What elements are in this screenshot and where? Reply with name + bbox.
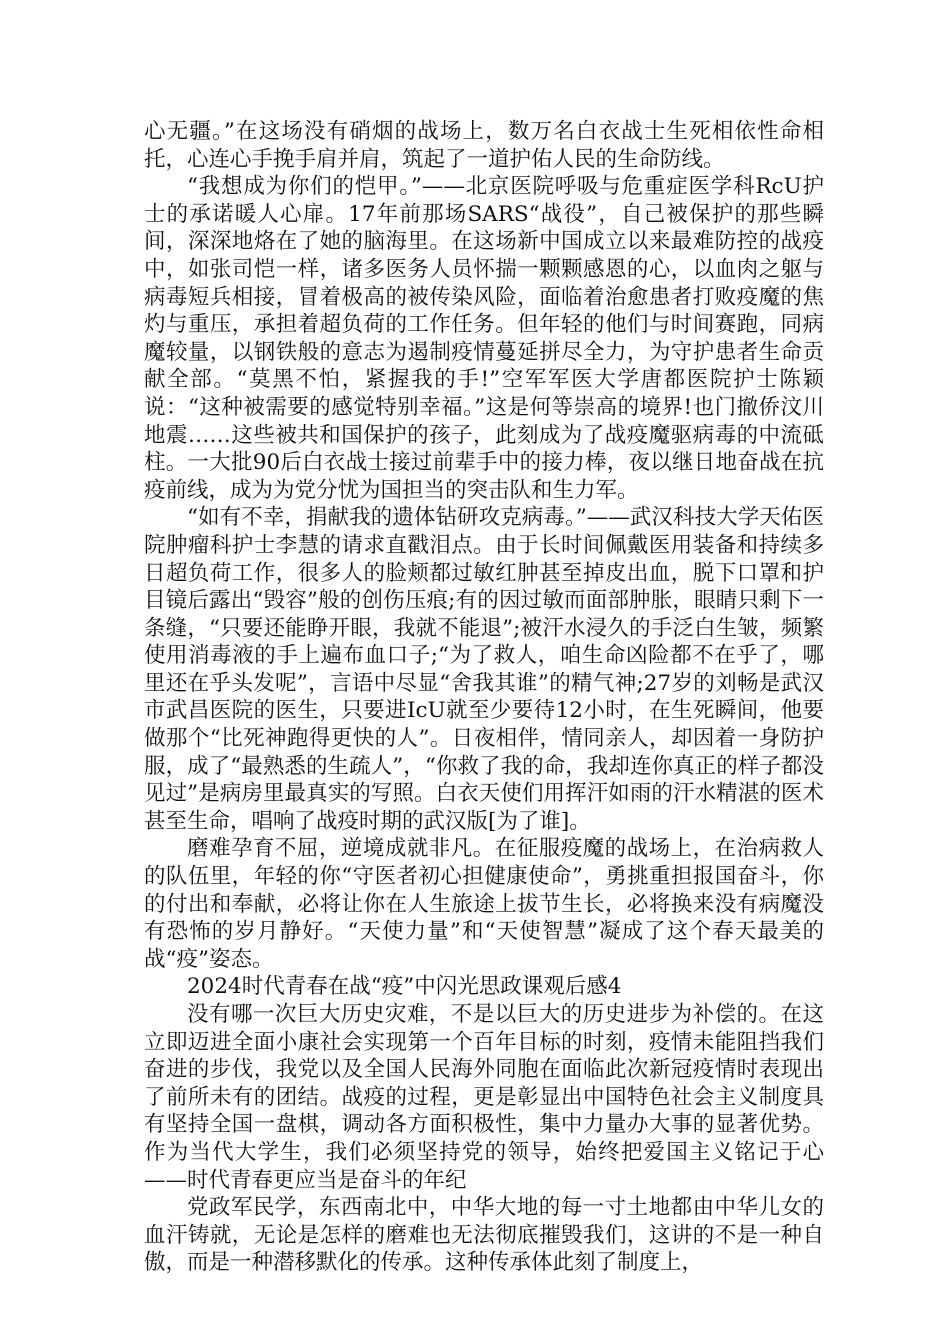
paragraph-5: 没有哪一次巨大历史灾难，不是以巨大的历史进步为补偿的。在这立即迈进全面小康社会实现第一个百年目标的时刻，疫情未能阻挡我们奋进的步伐，我党以及全国人民海外同胞在面临此次新冠疫情时表现出了前所未有的团结。战疫的过程，更是彰显出中国特色社会主义制度具有坚持全国一盘棋，调动各方面积极性，集中力量办大事的显著优势。作为当代大学生，我们必须坚持党的领导，始终把爱国主义铭记于心——时代青春更应当是奋斗的年纪 [144, 1002, 824, 1193]
paragraph-6: 党政军民学，东西南北中，中华大地的每一寸土地都由中华儿女的血汗铸就，无论是怎样的磨难也无法彻底摧毁我们，这讲的不是一种自傲，而是一种潜移默化的传承。这种传承体此刻了制度上， [144, 1195, 824, 1276]
paragraph-1: 心无疆。”在这场没有硝烟的战场上，数万名白衣战士生死相依性命相托，心连心手挽手肩并肩，筑起了一道护佑人民的生命防线。 [144, 119, 824, 172]
section-heading: 2024时代青春在战“疫”中闪光思政课观后感4 [187, 974, 622, 1000]
paragraph-3: “如有不幸，捐献我的遗体钻研攻克病毒。”——武汉科技大学天佑医院肿瘤科护士李慧的请求直戳泪点。由于长时间佩戴医用装备和持续多日超负荷工作，很多人的脸颊都过敏红肿甚至掉皮出血，脱下口罩和护目镜后露出“毁容”般的创伤压痕;有的因过敏而面部肿胀，眼睛只剩下一条缝，“只要还能睁开眼，我就不能退”;被汗水浸久的手泛白生皱，频繁使用消毒液的手上遍布血口子;“为了救人，咱生命凶险都不在乎了，哪里还在乎头发呢”，言语中尽显“舍我其谁”的精气神;27岁的刘畅是武汉市武昌医院的医生，只要进IcU就至少要待12小时，在生死瞬间，他要做那个“比死神跑得更快的人”。日夜相伴，情同亲人，却因着一身防护服，成了“最熟悉的生疏人”，“你救了我的命，我却连你真正的样子都没见过”是病房里最真实的写照。白衣天使们用挥汗如雨的汗水精湛的医术甚至生命，唱响了战疫时期的武汉版[为了谁]。 [144, 505, 824, 834]
paragraph-2: “我想成为你们的恺甲。”——北京医院呼吸与危重症医学科RcU护士的承诺暖人心扉。17年前那场SARS“战役”，自己被保护的那些瞬间，深深地烙在了她的脑海里。在这场新中国成立以来最难防控的战疫中，如张司恺一样，诸多医务人员怀揣一颗颗感恩的心，以血肉之躯与病毒短兵相接，冒着极高的被传染风险，面临着治愈患者打败疫魔的焦灼与重压，承担着超负荷的工作任务。但年轻的他们与时间赛跑，同病魔较量，以钢铁般的意志为遏制疫情蔓延拼尽全力，为守护患者生命贡献全部。“莫黑不怕，紧握我的手!”空军军医大学唐都医院护士陈颖说：“这种被需要的感觉特别幸福。”这是何等崇高的境界!也门撤侨汶川地震……这些被共和国保护的孩子，此刻成为了战疫魔驱病毒的中流砥柱。一大批90后白衣战士接过前辈手中的接力棒，夜以继日地奋战在抗疫前线，成为为党分忧为国担当的突击队和生力军。 [144, 174, 824, 503]
paragraph-4: 磨难孕育不屈，逆境成就非凡。在征服疫魔的战场上，在治病救人的队伍里，年轻的你“守医者初心担健康使命”，勇挑重担报国奋斗，你的付出和奉献，必将让你在人生旅途上拔节生长，必将换来没有病魔没有恐怖的岁月静好。“天使力量”和“天使智慧”凝成了这个春天最美的战“疫”姿态。 [144, 836, 824, 972]
document-page [144, 118, 824, 1277]
